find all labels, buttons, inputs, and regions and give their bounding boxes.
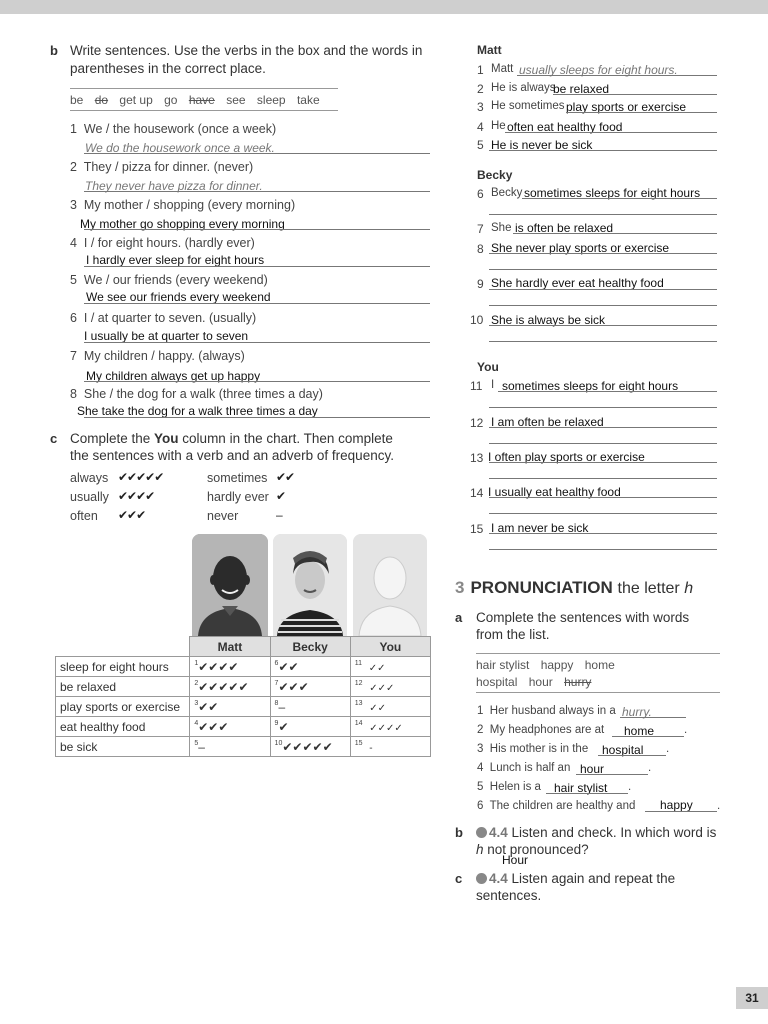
page-number: 31 [736,987,768,1009]
exercise-c2-letter: c [455,871,463,886]
word-list: hospital hour hurry [476,675,592,689]
exercise-c-instruction: Complete the You column in the chart. Then complete the sentences with a verb and an adverb of frequency. [70,431,394,463]
answer-text: She take the dog for a walk three times a day [77,404,318,418]
exercise-b-instruction: Write sentences. Use the verbs in the box and the words in parentheses in the correct place. [70,43,423,76]
matt-heading: Matt [477,43,502,57]
audio-icon[interactable] [476,873,487,884]
chart-header [56,637,190,657]
answer-text: I usually be at quarter to seven [84,329,249,343]
chart-header: Becky [270,637,350,657]
exercise-c-letter: c [50,431,58,446]
answer-text: I am never be sick [491,521,589,535]
answer-text: usually sleeps for eight hours. [519,63,678,77]
answer-text: My mother go shopping every morning [80,217,285,231]
answer-text: hair stylist [554,781,608,795]
answer-text: I am often be relaxed [491,415,604,429]
answer-text: Hour [502,853,529,867]
answer-text: sometimes sleeps for eight hours [524,186,701,200]
frequency-chart [55,636,431,757]
answer-text: hospital [602,743,644,757]
table-row: be sick $^5$– $^{10}$✔✔✔✔✔ $^{15}$ - [56,737,431,757]
becky-photo [273,534,347,636]
answer-text: I hardly ever sleep for eight hours [86,253,265,267]
answer-text: home [624,724,655,738]
answer-text: We do the housework once a week. [85,141,275,155]
answer-text: My children always get up happy [86,369,261,383]
answer-text: I often play sports or exercise [488,450,645,464]
answer-text: They never have pizza for dinner. [85,179,263,193]
answer-text: She never play sports or exercise [491,241,670,255]
chart-header: You [350,637,430,657]
answer-text: often eat healthy food [507,120,623,134]
exercise-a-instruction: Complete the sentences with words from the list. [476,610,690,642]
table-row: be relaxed $^2$✔✔✔✔✔ $^7$✔✔✔ $^{12}$ ✓✓✓ [56,677,431,697]
top-bar [0,0,768,14]
becky-heading: Becky [477,168,513,182]
table-row: sleep for eight hours $^1$✔✔✔✔ $^6$✔✔ $^{11}$ ✓✓ [56,657,431,677]
answer-text: happy [660,798,693,812]
word-list: hair stylist happy home [476,658,615,672]
you-heading: You [477,360,499,374]
answer-text: We see our friends every weekend [86,290,271,304]
exercise-b-letter: b [50,43,58,58]
matt-photo [192,534,268,636]
answer-text: I usually eat healthy food [488,485,621,499]
answer-text: She is always be sick [491,313,606,327]
you-silhouette [353,534,427,636]
answer-text: sometimes sleeps for eight hours [502,379,679,393]
exercise-b2-letter: b [455,825,463,840]
exercise-a-letter: a [455,610,463,625]
answer-text: play sports or exercise [566,100,687,114]
audio-icon[interactable] [476,827,487,838]
table-row: eat healthy food $^4$✔✔✔ $^9$✔ $^{14}$ ✓✓✓✓ [56,717,431,737]
listen-check-instruction: 4.4 Listen and check. In which word is h not pronounced? [476,825,717,857]
answer-text: hurry. [622,705,652,719]
listen-repeat-instruction: 4.4 Listen again and repeat the sentences. [476,871,676,903]
answer-text: hour [580,762,605,776]
table-row: play sports or exercise $^3$✔✔ $^8$– $^{13}$ ✓✓ [56,697,431,717]
answer-text: She hardly ever eat healthy food [491,276,664,290]
verb-box: be do get up go have see sleep take [70,93,320,107]
answer-text: be relaxed [553,82,610,96]
answer-text: He is never be sick [491,138,593,152]
chart-header: Matt [190,637,270,657]
answer-text: is often be relaxed [515,221,614,235]
pronunciation-heading: 3 PRONUNCIATION the letter h [455,578,694,597]
